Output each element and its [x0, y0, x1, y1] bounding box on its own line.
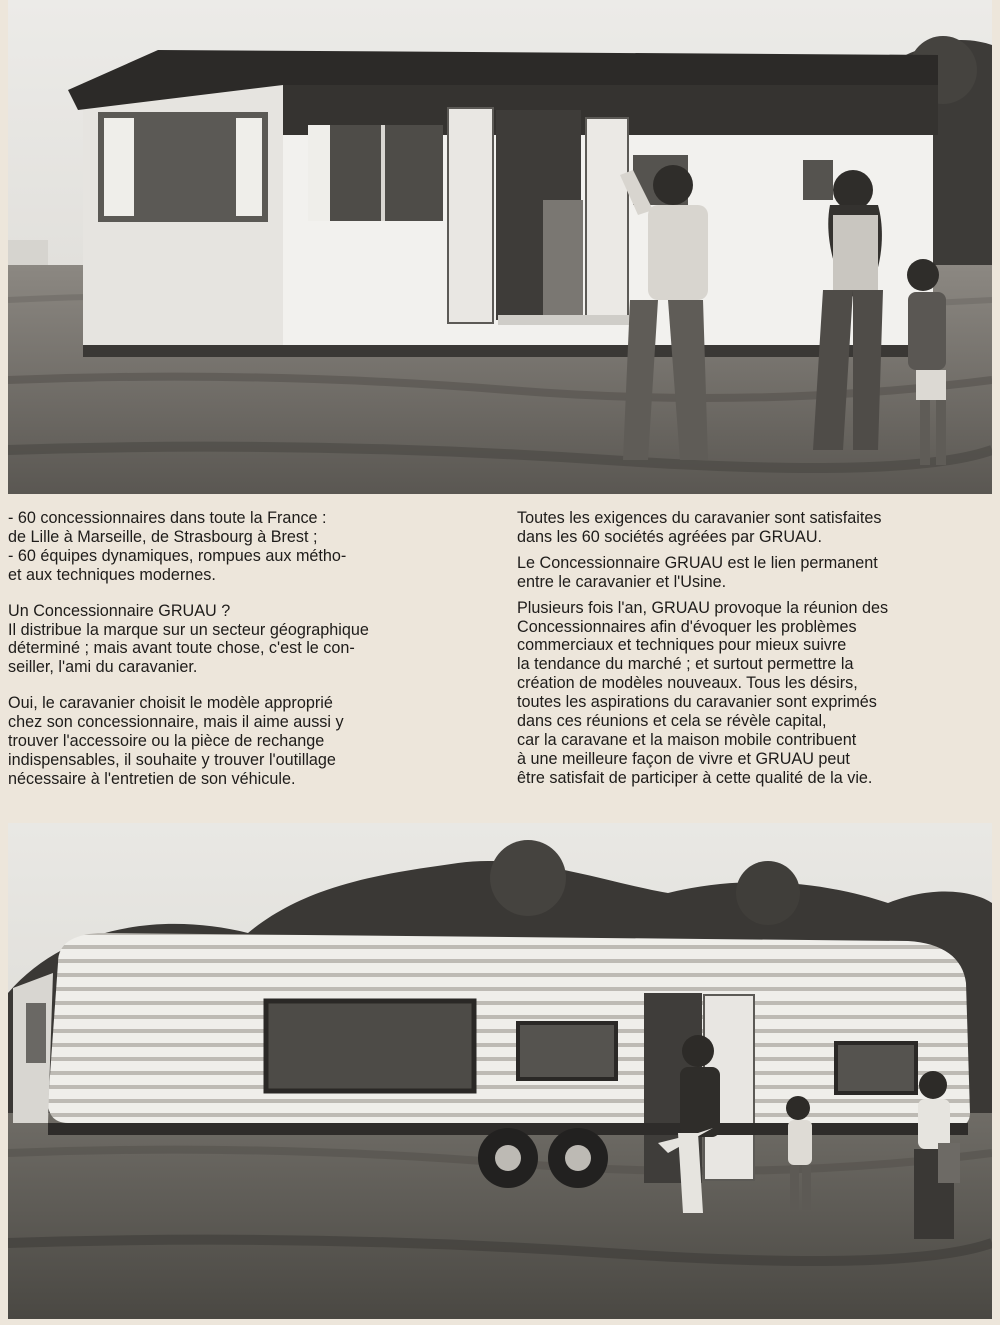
paragraph-dealer-definition [8, 602, 486, 678]
paragraph-accessories [8, 694, 486, 789]
text-line: nécessaire à l'entretien de son véhicule. [8, 769, 296, 788]
paragraph-requirements [517, 509, 996, 547]
photo-caravan [8, 823, 992, 1319]
text-line: Il distribue la marque sur un secteur géographique [8, 620, 369, 639]
text-line: être satisfait de participer à cette qualité de la vie. [517, 768, 873, 787]
text-line: chez son concessionnaire, mais il aime aussi y [8, 713, 344, 732]
text-line: à une meilleure façon de vivre et GRUAU peut [517, 749, 850, 768]
paragraph-dealers-network [8, 509, 486, 585]
text-column-left [8, 509, 486, 789]
text-line: Un Concessionnaire GRUAU ? [8, 601, 231, 620]
text-line: Oui, le caravanier choisit le modèle approprié [8, 694, 333, 713]
text-line: déterminé ; mais avant toute chose, c'est le con- [8, 639, 355, 658]
text-line: car la caravane et la maison mobile contribuent [517, 730, 857, 749]
photo-mobile-home [8, 0, 992, 494]
text-line: entre le caravanier et l'Usine. [517, 572, 727, 591]
text-line: dans ces réunions et cela se révèle capital, [517, 712, 827, 731]
paragraph-permanent-link [517, 554, 996, 592]
text-line: indispensables, il souhaite y trouver l'outillage [8, 750, 336, 769]
text-line: Le Concessionnaire GRUAU est le lien permanent [517, 553, 878, 572]
text-line: de Lille à Marseille, de Strasbourg à Brest ; [8, 527, 318, 546]
text-column-right [517, 509, 996, 788]
text-line: toutes les aspirations du caravanier sont exprimés [517, 693, 877, 712]
text-line: Plusieurs fois l'an, GRUAU provoque la réunion des [517, 598, 889, 617]
text-line: la tendance du marché ; et surtout permettre la [517, 655, 854, 674]
paragraph-meetings [517, 599, 996, 788]
text-line: - 60 concessionnaires dans toute la France : [8, 509, 327, 527]
text-line: commerciaux et techniques pour mieux suivre [517, 636, 847, 655]
text-line: seiller, l'ami du caravanier. [8, 658, 198, 677]
text-line: et aux techniques modernes. [8, 565, 216, 584]
text-line: création de modèles nouveaux. Tous les désirs, [517, 674, 858, 693]
text-line: dans les 60 sociétés agréées par GRUAU. [517, 527, 823, 546]
text-line: - 60 équipes dynamiques, rompues aux métho- [8, 546, 347, 565]
text-line: trouver l'accessoire ou la pièce de rechange [8, 732, 325, 751]
text-line: Concessionnaires afin d'évoquer les problèmes [517, 617, 857, 636]
text-line: Toutes les exigences du caravanier sont satisfaites [517, 509, 882, 527]
